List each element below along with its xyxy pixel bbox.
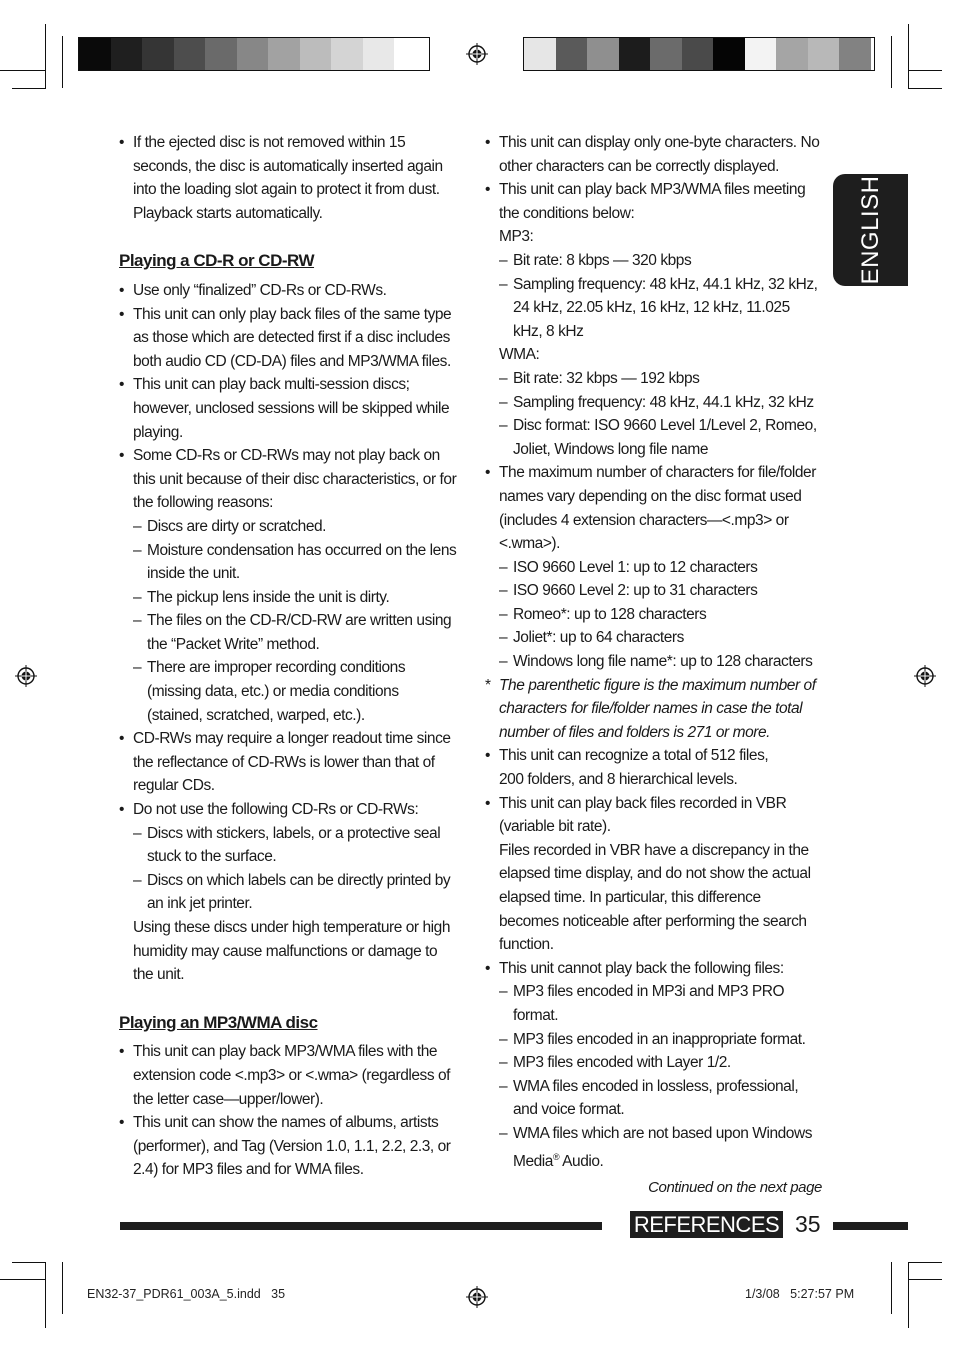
color-swatch (556, 38, 588, 70)
crop-mark (908, 70, 942, 71)
continued-note: Continued on the next page (648, 1179, 822, 1196)
language-tab (833, 174, 908, 286)
color-swatch (587, 38, 619, 70)
list-item: • This unit can play back MP3/WMA files meeting the conditions below: (485, 178, 822, 225)
right-column (485, 131, 822, 1173)
registration-mark-icon (15, 665, 37, 687)
list-item: • CD-RWs may require a longer readout time since the reflectance of CD-RWs is lower than that of regular CDs. (119, 727, 457, 798)
sub-list-item: – Sampling frequency: 48 kHz, 44.1 kHz, 32 kHz (499, 393, 814, 411)
sub-list-item: – ISO 9660 Level 1: up to 12 characters (499, 558, 758, 576)
sub-list-item: – WMA files encoded in lossless, professional, and voice format. (499, 1077, 799, 1119)
sub-list-item: – There are improper recording conditions (missing data, etc.) or media conditions (stained, scratched, warped, etc.). (133, 659, 406, 724)
color-swatch (268, 38, 300, 70)
list-item: • This unit can recognize a total of 512 files, 200 folders, and 8 hierarchical levels. (485, 744, 822, 791)
color-swatch (79, 38, 111, 70)
sub-list-item: – MP3 files encoded in an inappropriate format. (499, 1030, 806, 1048)
footer-rule (833, 1222, 908, 1230)
section-heading: Playing an MP3/WMA disc (119, 1012, 318, 1032)
color-swatch (205, 38, 237, 70)
list-item: • This unit can play back MP3/WMA files with the extension code <.mp3> or <.wma> (regardless of the letter case—upper/lower). (119, 1040, 457, 1111)
sub-list-item: – Discs on which labels can be directly printed by an ink jet printer. (133, 871, 451, 913)
list-item: • The maximum number of characters for file/folder names vary depending on the disc format used (includes 4 extension characters—<.mp3> or <.wma>). (485, 461, 822, 555)
crop-mark (12, 88, 46, 89)
list-item: • This unit can play back files recorded in VBR (variable bit rate). (485, 792, 822, 839)
sub-list-item: – MP3 files encoded in MP3i and MP3 PRO format. (499, 983, 785, 1024)
section-heading: Playing a CD-R or CD-RW (119, 251, 315, 271)
sub-list-item: – Sampling frequency: 48 kHz, 44.1 kHz, 32 kHz, 24 kHz, 22.05 kHz, 16 kHz, 12 kHz, 11.025 kHz, 8 kHz (499, 275, 818, 340)
date-slug: 1/3/08 5:27:57 PM (745, 1287, 855, 1301)
color-swatch (142, 38, 174, 70)
crop-mark (12, 1262, 46, 1263)
color-swatch (363, 38, 395, 70)
color-swatch (300, 38, 332, 70)
list-item: • This unit can display only one-byte characters. No other characters can be correctly displayed. (485, 131, 822, 178)
color-swatch (776, 38, 808, 70)
sub-list-item: – ISO 9660 Level 2: up to 31 characters (499, 582, 758, 600)
paragraph: Using these discs under high temperature or high humidity may cause malfunctions or damage to the unit. (133, 919, 451, 984)
crop-mark (0, 70, 46, 71)
crop-mark (62, 1262, 63, 1314)
sub-list-item: – Moisture condensation has occurred on the lens inside the unit. (133, 541, 457, 583)
footnote: * The parenthetic figure is the maximum number of characters for file/folder names in case the total number of files and folders is 271 or more. (485, 676, 816, 741)
color-swatch (745, 38, 777, 70)
color-swatch (331, 38, 363, 70)
crop-mark (62, 36, 63, 88)
sub-list-item: – Bit rate: 32 kbps — 192 kbps (499, 369, 700, 387)
sub-list-item: – MP3 files encoded with Layer 1/2. (499, 1054, 731, 1072)
list-item: • This unit can show the names of albums, artists (performer), and Tag (Version 1.0, 1.1, 2.2, 2.3, or 2.4) for MP3 files and for WMA files. (119, 1111, 457, 1182)
color-swatch (650, 38, 682, 70)
sub-list-item: – Romeo*: up to 128 characters (499, 605, 707, 623)
list-item: • If the ejected disc is not removed within 15 seconds, the disc is automatically inserted again into the loading slot again to protect it from dust. Playback starts automatically. (119, 131, 457, 225)
sub-list-item: – The pickup lens inside the unit is dirty. (133, 588, 390, 606)
color-swatch (808, 38, 840, 70)
color-swatch (682, 38, 714, 70)
crop-mark (45, 24, 46, 88)
registration-mark-icon (466, 1286, 488, 1308)
file-slug: EN32-37_PDR61_003A_5.indd 35 (87, 1287, 286, 1301)
crop-mark (908, 1279, 942, 1280)
color-swatch (111, 38, 143, 70)
color-swatch (394, 38, 426, 70)
list-item: • Use only “finalized” CD-Rs or CD-RWs. (119, 279, 457, 303)
color-swatch (174, 38, 206, 70)
color-swatch (237, 38, 269, 70)
crop-mark (0, 1279, 46, 1280)
list-item: • Some CD-Rs or CD-RWs may not play back on this unit because of their disc characteristics, or for the following reasons: (119, 444, 457, 515)
paragraph: Files recorded in VBR have a discrepancy in the elapsed time display, and do not show the actual elapsed time. In particular, this difference becomes noticeable after performing the search function. (499, 841, 811, 954)
crop-mark (908, 1262, 942, 1263)
list-item: • This unit can only play back files of the same type as those which are detected first if a disc includes both audio CD (CD-DA) files and MP3/WMA files. (119, 303, 457, 374)
list-item: • Do not use the following CD-Rs or CD-RWs: (119, 798, 457, 822)
color-swatch (839, 38, 871, 70)
registration-mark-icon (466, 43, 488, 65)
footer-rule (120, 1222, 602, 1230)
list-item: • This unit cannot play back the following files: (485, 957, 822, 981)
sub-list-item: – Discs with stickers, labels, or a protective seal stuck to the surface. (133, 824, 441, 866)
left-column (119, 131, 457, 1182)
sub-list-item: – Discs are dirty or scratched. (133, 517, 327, 535)
crop-mark (891, 36, 892, 88)
color-calibration-bar-left (78, 37, 430, 71)
color-calibration-bar-right (523, 37, 875, 71)
format-label: MP3: (499, 228, 534, 246)
sub-list-item: – Disc format: ISO 9660 Level 1/Level 2, Romeo, Joliet, Windows long file name (499, 417, 817, 458)
registration-mark-icon (914, 665, 936, 687)
list-item: • This unit can play back multi-session discs; however, unclosed sessions will be skipped while playing. (119, 373, 457, 444)
sub-list-item: – Windows long file name*: up to 128 characters (499, 653, 813, 671)
sub-list-item: – Bit rate: 8 kbps — 320 kbps (499, 251, 692, 269)
color-swatch (524, 38, 556, 70)
crop-mark (891, 1262, 892, 1314)
color-swatch (619, 38, 651, 70)
sub-list-item: – The files on the CD-R/CD-RW are written using the “Packet Write” method. (133, 612, 452, 653)
format-label: WMA: (499, 346, 540, 364)
section-label: REFERENCES (630, 1211, 783, 1238)
page-number: 35 (795, 1211, 821, 1237)
crop-mark (45, 1262, 46, 1328)
crop-mark (908, 24, 909, 88)
language-tab-label: ENGLISH (856, 175, 884, 285)
crop-mark (908, 88, 942, 89)
sub-list-item: – WMA files which are not based upon Windows Media® Audio. (499, 1124, 813, 1170)
color-swatch (713, 38, 745, 70)
sub-list-item: – Joliet*: up to 64 characters (499, 629, 684, 647)
crop-mark (908, 1262, 909, 1328)
